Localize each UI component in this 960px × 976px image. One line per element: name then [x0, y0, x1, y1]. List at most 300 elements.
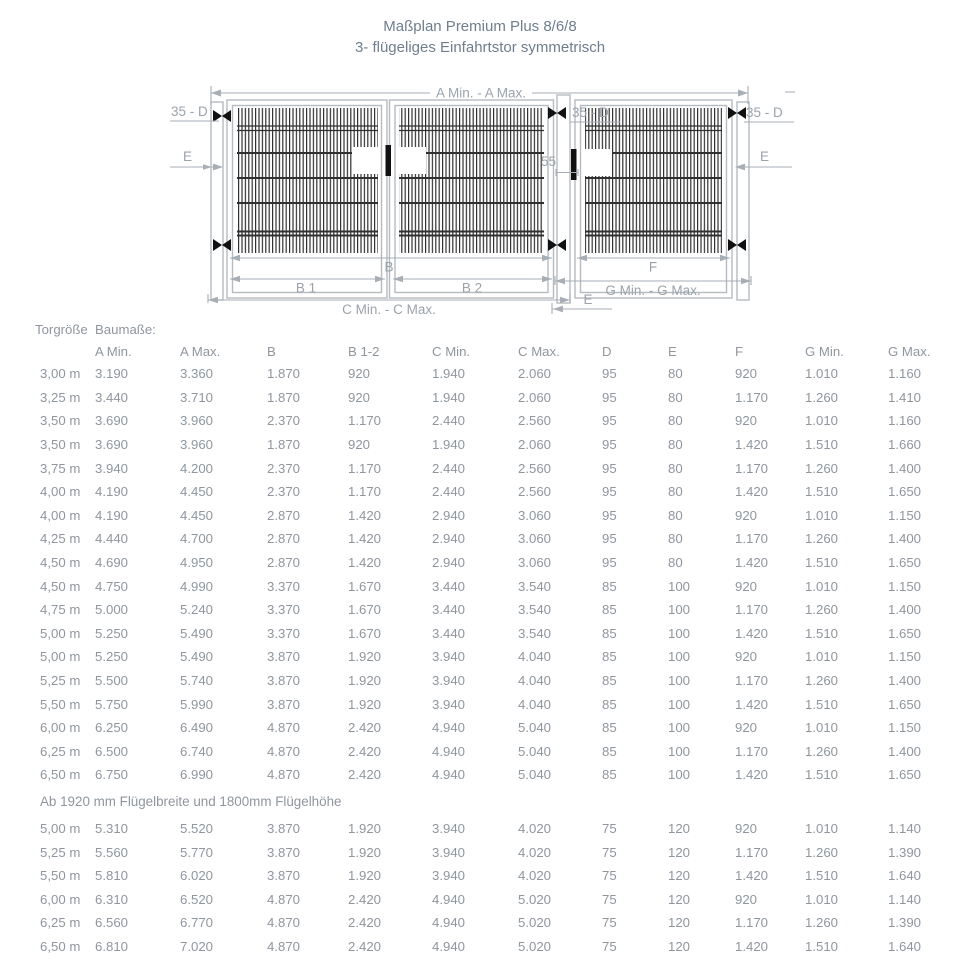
- table-cell: 3.870: [267, 673, 301, 689]
- dim-55-label: 55: [541, 154, 557, 169]
- table-cell: 100: [668, 696, 691, 712]
- table-cell: 80: [668, 413, 683, 429]
- table-cell: 1.510: [805, 437, 839, 453]
- table-cell: 1.010: [805, 649, 839, 665]
- table-cell: 80: [668, 531, 683, 547]
- table-cell: 4,75 m: [40, 602, 81, 618]
- table-cell: 920: [735, 578, 758, 594]
- table-cell: 920: [348, 366, 371, 382]
- table-cell: 3.960: [180, 413, 214, 429]
- table-cell: 5,00 m: [40, 625, 81, 641]
- table-cell: 100: [668, 720, 691, 736]
- table-cell: 5.020: [518, 938, 552, 954]
- dim-b1-label: B 1: [295, 280, 317, 296]
- table-cell: 3.960: [180, 437, 214, 453]
- table-cell: 1.510: [805, 696, 839, 712]
- table-cell: 100: [668, 578, 691, 594]
- dim-c-label: C Min. - C Max.: [342, 302, 436, 317]
- table-cell: 2.440: [432, 413, 466, 429]
- table-cell: 4.950: [180, 555, 214, 571]
- table-cell: 3.940: [432, 844, 466, 860]
- table-cell: 1.650: [888, 767, 922, 783]
- table-cell: 1.420: [735, 696, 769, 712]
- table-cell: 6,25 m: [40, 743, 81, 759]
- table-cell: 3.060: [518, 507, 552, 523]
- section-note: Ab 1920 mm Flügelbreite und 1800mm Flügelhöhe: [40, 794, 342, 810]
- table-cell: 920: [735, 507, 758, 523]
- table-cell: 6,50 m: [40, 767, 81, 783]
- table-cell: 6.020: [180, 868, 214, 884]
- table-cell: 920: [735, 649, 758, 665]
- table-cell: 1.420: [735, 555, 769, 571]
- table-cell: 3.690: [95, 437, 129, 453]
- table-row: [0, 480, 960, 504]
- table-cell: 6.500: [95, 743, 129, 759]
- table-row: [0, 504, 960, 528]
- table-cell: 2.560: [518, 413, 552, 429]
- dimension-table: [0, 318, 960, 958]
- table-row: [0, 386, 960, 410]
- table-cell: 1.010: [805, 578, 839, 594]
- table-cell: 4.940: [432, 720, 466, 736]
- table-cell: 1.670: [348, 578, 382, 594]
- table-cell: 5.310: [95, 820, 129, 836]
- table-cell: 3,50 m: [40, 437, 81, 453]
- table-cell: 5.250: [95, 649, 129, 665]
- table-cell: 1.920: [348, 673, 382, 689]
- table-cell: 3.940: [432, 820, 466, 836]
- table-cell: 2.420: [348, 915, 382, 931]
- table-cell: 2.940: [432, 555, 466, 571]
- lock-notch-right: [399, 147, 426, 174]
- table-cell: 1.170: [348, 413, 382, 429]
- table-cell: 3.370: [267, 602, 301, 618]
- table-cell: 4.940: [432, 938, 466, 954]
- table-cell: 6.740: [180, 743, 214, 759]
- table-cell: 3.940: [432, 673, 466, 689]
- column-header: A Min.: [95, 343, 132, 359]
- table-row: [0, 574, 960, 598]
- table-cell: 1.260: [805, 915, 839, 931]
- table-cell: 75: [602, 938, 617, 954]
- table-cell: 80: [668, 366, 683, 382]
- table-cell: 3.540: [518, 578, 552, 594]
- table-cell: 5,00 m: [40, 649, 81, 665]
- table-cell: 1.170: [735, 743, 769, 759]
- table-cell: 5.560: [95, 844, 129, 860]
- table-cell: 6.250: [95, 720, 129, 736]
- table-cell: 3.440: [432, 625, 466, 641]
- table-cell: 1.170: [735, 389, 769, 405]
- table-cell: 85: [602, 578, 617, 594]
- table-cell: 4.870: [267, 915, 301, 931]
- table-cell: 1.420: [348, 531, 382, 547]
- table-cell: 1.150: [888, 649, 922, 665]
- table-cell: 2.440: [432, 484, 466, 500]
- table-cell: 80: [668, 437, 683, 453]
- table-cell: 1.420: [735, 938, 769, 954]
- right-post: [737, 102, 749, 300]
- table-cell: 2.440: [432, 460, 466, 476]
- drop-bolt-icon: [571, 149, 577, 180]
- column-header: A Max.: [180, 343, 221, 359]
- table-cell: 3.440: [95, 389, 129, 405]
- table-cell: 1.260: [805, 389, 839, 405]
- lock-notch-left: [352, 147, 378, 174]
- table-cell: 85: [602, 720, 617, 736]
- column-header: E: [668, 343, 677, 359]
- table-row: [0, 362, 960, 386]
- table-cell: 95: [602, 366, 617, 382]
- table-cell: 5.020: [518, 915, 552, 931]
- table-cell: 1.640: [888, 938, 922, 954]
- table-cell: 6.770: [180, 915, 214, 931]
- table-cell: 100: [668, 767, 691, 783]
- table-cell: 1.920: [348, 820, 382, 836]
- table-cell: 1.170: [735, 531, 769, 547]
- table-cell: 2.420: [348, 743, 382, 759]
- column-header: F: [735, 343, 744, 359]
- table-cell: 1.160: [888, 413, 922, 429]
- table-cell: 95: [602, 484, 617, 500]
- table-cell: 120: [668, 820, 691, 836]
- table-cell: 4.750: [95, 578, 129, 594]
- table-cell: 3.870: [267, 649, 301, 665]
- table-cell: 3.540: [518, 625, 552, 641]
- table-cell: 920: [735, 413, 758, 429]
- table-cell: 1.010: [805, 413, 839, 429]
- table-cell: 2.420: [348, 891, 382, 907]
- table-cell: 1.170: [348, 484, 382, 500]
- dim-35d-right: [744, 105, 794, 122]
- table-cell: 3.870: [267, 820, 301, 836]
- table-cell: 2.870: [267, 531, 301, 547]
- table-cell: 6.310: [95, 891, 129, 907]
- table-cell: 1.510: [805, 555, 839, 571]
- table-cell: 4.870: [267, 767, 301, 783]
- table-cell: 4.450: [180, 507, 214, 523]
- left-wing-panel: [237, 108, 378, 253]
- table-cell: 5.990: [180, 696, 214, 712]
- table-cell: 1.920: [348, 649, 382, 665]
- gate-drawing-svg: [0, 0, 960, 330]
- dim-g-label: G Min. - G Max.: [605, 283, 701, 298]
- table-cell: 95: [602, 531, 617, 547]
- table-cell: 6,25 m: [40, 915, 81, 931]
- table-cell: 1.420: [735, 625, 769, 641]
- table-cell: 120: [668, 844, 691, 860]
- table-cell: 920: [735, 891, 758, 907]
- table-row: [0, 433, 960, 457]
- table-cell: 120: [668, 915, 691, 931]
- dimension-table-body: [0, 362, 960, 958]
- table-cell: 1.510: [805, 868, 839, 884]
- table-cell: 3.940: [432, 649, 466, 665]
- table-cell: 1.670: [348, 602, 382, 618]
- table-cell: 1.510: [805, 938, 839, 954]
- table-cell: 80: [668, 389, 683, 405]
- table-cell: 1.660: [888, 437, 922, 453]
- table-cell: 3.870: [267, 868, 301, 884]
- table-cell: 6.520: [180, 891, 214, 907]
- table-cell: 75: [602, 868, 617, 884]
- table-cell: 1.260: [805, 844, 839, 860]
- table-cell: 1.170: [348, 460, 382, 476]
- table-cell: 4,50 m: [40, 578, 81, 594]
- table-cell: 95: [602, 413, 617, 429]
- table-cell: 2.370: [267, 460, 301, 476]
- column-header: B 1-2: [348, 343, 380, 359]
- table-cell: 1.940: [432, 366, 466, 382]
- table-row: [0, 740, 960, 764]
- table-cell: 95: [602, 460, 617, 476]
- table-cell: 1.640: [888, 868, 922, 884]
- table-cell: 1.170: [735, 460, 769, 476]
- table-cell: 1.150: [888, 578, 922, 594]
- table-cell: 3.190: [95, 366, 129, 382]
- lock-notch-side: [585, 149, 612, 176]
- table-cell: 1.510: [805, 484, 839, 500]
- table-cell: 1.260: [805, 673, 839, 689]
- table-cell: 5.810: [95, 868, 129, 884]
- table-cell: 1.400: [888, 602, 922, 618]
- dim-b2-label: B 2: [461, 280, 483, 296]
- table-cell: 3.060: [518, 531, 552, 547]
- table-cell: 85: [602, 767, 617, 783]
- table-cell: 4.940: [432, 891, 466, 907]
- table-cell: 85: [602, 673, 617, 689]
- table-cell: 3.940: [432, 696, 466, 712]
- table-cell: 5.040: [518, 767, 552, 783]
- table-cell: 80: [668, 484, 683, 500]
- table-cell: 1.170: [735, 915, 769, 931]
- table-cell: 1.010: [805, 720, 839, 736]
- table-cell: 2.420: [348, 720, 382, 736]
- table-cell: 1.420: [735, 767, 769, 783]
- table-row: [0, 692, 960, 716]
- table-cell: 1.260: [805, 743, 839, 759]
- table-cell: 5.740: [180, 673, 214, 689]
- dim-e-label: E: [583, 292, 593, 307]
- table-cell: 4.020: [518, 844, 552, 860]
- table-row: [0, 817, 960, 841]
- column-header: G Min.: [805, 343, 844, 359]
- table-cell: 2.060: [518, 366, 552, 382]
- dim-f-label: F: [648, 259, 658, 275]
- table-cell: 1.650: [888, 696, 922, 712]
- table-cell: 1.390: [888, 844, 922, 860]
- table-cell: 2.370: [267, 413, 301, 429]
- table-cell: 1.920: [348, 868, 382, 884]
- table-cell: 5.770: [180, 844, 214, 860]
- table-cell: 95: [602, 555, 617, 571]
- table-cell: 1.400: [888, 743, 922, 759]
- table-row: [0, 645, 960, 669]
- table-cell: 6.490: [180, 720, 214, 736]
- table-cell: 1.870: [267, 366, 301, 382]
- table-row: [0, 911, 960, 935]
- table-cell: 4.200: [180, 460, 214, 476]
- table-cell: 5,50 m: [40, 696, 81, 712]
- table-cell: 1.870: [267, 389, 301, 405]
- table-cell: 4,50 m: [40, 555, 81, 571]
- table-cell: 2.370: [267, 484, 301, 500]
- table-row: [0, 935, 960, 959]
- title-line-2: 3- flügeliges Einfahrtstor symmetrisch: [354, 39, 606, 56]
- table-cell: 3.870: [267, 696, 301, 712]
- table-cell: 4.040: [518, 696, 552, 712]
- table-cell: 920: [735, 366, 758, 382]
- table-cell: 1.410: [888, 389, 922, 405]
- table-cell: 6.560: [95, 915, 129, 931]
- table-row: [0, 551, 960, 575]
- table-cell: 120: [668, 891, 691, 907]
- table-cell: 100: [668, 673, 691, 689]
- column-header: C Min.: [432, 343, 471, 359]
- table-row: [0, 864, 960, 888]
- table-cell: 4.870: [267, 720, 301, 736]
- table-cell: 80: [668, 555, 683, 571]
- table-cell: 3,75 m: [40, 460, 81, 476]
- table-cell: 75: [602, 891, 617, 907]
- table-cell: 7.020: [180, 938, 214, 954]
- table-cell: 920: [735, 820, 758, 836]
- table-cell: 1.650: [888, 484, 922, 500]
- table-cell: 6,50 m: [40, 938, 81, 954]
- table-row: [0, 669, 960, 693]
- table-cell: 4.040: [518, 673, 552, 689]
- table-cell: 1.670: [348, 625, 382, 641]
- table-cell: 85: [602, 696, 617, 712]
- column-header: G Max.: [888, 343, 931, 359]
- gate-drawing: [0, 0, 960, 335]
- table-cell: 2.560: [518, 484, 552, 500]
- table-cell: 2.420: [348, 938, 382, 954]
- table-row: [0, 409, 960, 433]
- table-cell: 75: [602, 844, 617, 860]
- right-wing-panel: [399, 108, 544, 253]
- column-header: D: [602, 343, 612, 359]
- table-cell: 1.160: [888, 366, 922, 382]
- table-cell: 1.010: [805, 507, 839, 523]
- table-cell: 3.710: [180, 389, 214, 405]
- dim-a-label: A Min. - A Max.: [435, 85, 527, 101]
- table-cell: 2.940: [432, 531, 466, 547]
- table-cell: 6,00 m: [40, 720, 81, 736]
- table-cell: 100: [668, 625, 691, 641]
- table-cell: 5,25 m: [40, 673, 81, 689]
- dim-b-label: B: [384, 259, 394, 275]
- table-cell: 3.690: [95, 413, 129, 429]
- table-cell: 3.370: [267, 625, 301, 641]
- table-cell: 4,00 m: [40, 507, 81, 523]
- table-cell: 100: [668, 602, 691, 618]
- table-cell: 4.700: [180, 531, 214, 547]
- table-cell: 1.420: [735, 868, 769, 884]
- baumasse-header: Baumaße:: [95, 321, 156, 337]
- table-cell: 1.170: [735, 844, 769, 860]
- table-cell: 1.400: [888, 460, 922, 476]
- table-cell: 1.260: [805, 460, 839, 476]
- table-cell: 1.870: [267, 437, 301, 453]
- table-cell: 2.420: [348, 767, 382, 783]
- table-cell: 1.940: [432, 437, 466, 453]
- table-cell: 85: [602, 649, 617, 665]
- table-cell: 3.060: [518, 555, 552, 571]
- table-cell: 1.510: [805, 625, 839, 641]
- dim-e-label: E: [760, 149, 770, 164]
- table-cell: 6,00 m: [40, 891, 81, 907]
- table-cell: 75: [602, 820, 617, 836]
- table-row: [0, 456, 960, 480]
- table-cell: 5.490: [180, 649, 214, 665]
- table-cell: 95: [602, 507, 617, 523]
- table-cell: 4.940: [432, 743, 466, 759]
- table-cell: 920: [348, 389, 371, 405]
- dim-35d-label: 35 - D: [572, 105, 609, 120]
- table-cell: 5,25 m: [40, 844, 81, 860]
- table-cell: 4.190: [95, 507, 129, 523]
- table-cell: 1.400: [888, 531, 922, 547]
- table-row: [0, 527, 960, 551]
- table-cell: 1.420: [348, 555, 382, 571]
- table-cell: 1.260: [805, 602, 839, 618]
- table-row: [0, 598, 960, 622]
- table-cell: 4.690: [95, 555, 129, 571]
- table-cell: 4.870: [267, 743, 301, 759]
- table-cell: 1.420: [735, 437, 769, 453]
- table-cell: 4.940: [432, 767, 466, 783]
- table-cell: 4.940: [432, 915, 466, 931]
- table-cell: 1.510: [805, 767, 839, 783]
- table-cell: 2.940: [432, 507, 466, 523]
- table-row: [0, 763, 960, 787]
- table-cell: 5.240: [180, 602, 214, 618]
- table-cell: 4.020: [518, 868, 552, 884]
- side-wing-panel: [585, 108, 722, 253]
- table-cell: 1.010: [805, 366, 839, 382]
- table-cell: 3,50 m: [40, 413, 81, 429]
- table-cell: 3.940: [95, 460, 129, 476]
- table-cell: 1.140: [888, 820, 922, 836]
- table-cell: 95: [602, 437, 617, 453]
- table-cell: 1.920: [348, 696, 382, 712]
- table-cell: 5.490: [180, 625, 214, 641]
- table-cell: 3.360: [180, 366, 214, 382]
- table-cell: 80: [668, 507, 683, 523]
- table-cell: 1.920: [348, 844, 382, 860]
- table-cell: 3.370: [267, 578, 301, 594]
- table-header-row-1: [0, 318, 960, 340]
- table-cell: 1.390: [888, 915, 922, 931]
- table-cell: 2.060: [518, 389, 552, 405]
- torgrosse-header: Torgröße: [35, 321, 88, 337]
- title-line-1: Maßplan Premium Plus 8/6/8: [383, 18, 577, 35]
- table-cell: 4,25 m: [40, 531, 81, 547]
- table-cell: 85: [602, 602, 617, 618]
- table-cell: 1.170: [735, 602, 769, 618]
- table-cell: 75: [602, 915, 617, 931]
- table-cell: 1.170: [735, 673, 769, 689]
- table-cell: 5.040: [518, 720, 552, 736]
- table-cell: 95: [602, 389, 617, 405]
- table-cell: 120: [668, 868, 691, 884]
- table-cell: 100: [668, 649, 691, 665]
- table-cell: 4.440: [95, 531, 129, 547]
- table-cell: 5.500: [95, 673, 129, 689]
- table-cell: 5.750: [95, 696, 129, 712]
- table-cell: 1.010: [805, 820, 839, 836]
